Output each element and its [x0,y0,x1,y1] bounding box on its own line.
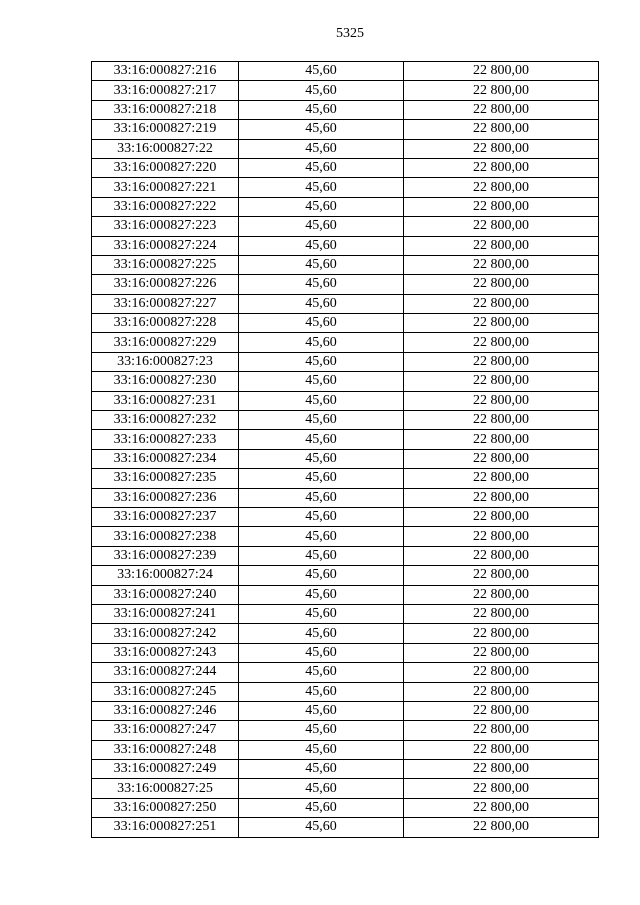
value-cell: 22 800,00 [404,255,599,274]
value-cell: 22 800,00 [404,158,599,177]
table-row [92,507,599,526]
table-row [92,372,599,391]
table-row [92,62,599,81]
value-cell: 22 800,00 [404,236,599,255]
cadastral-number-cell: 33:16:000827:219 [92,120,239,139]
table-row [92,585,599,604]
table-row [92,643,599,662]
value-cell: 22 800,00 [404,546,599,565]
cadastral-number-cell: 33:16:000827:239 [92,546,239,565]
value-cell: 22 800,00 [404,507,599,526]
cadastral-number-cell: 33:16:000827:244 [92,663,239,682]
cadastral-number-cell: 33:16:000827:245 [92,682,239,701]
cadastral-number-cell: 33:16:000827:227 [92,294,239,313]
area-cell: 45,60 [239,740,404,759]
cadastral-number-cell: 33:16:000827:236 [92,488,239,507]
table-row [92,314,599,333]
cadastral-number-cell: 33:16:000827:248 [92,740,239,759]
cadastral-number-cell: 33:16:000827:229 [92,333,239,352]
table-row [92,682,599,701]
area-cell: 45,60 [239,217,404,236]
cadastral-number-cell: 33:16:000827:251 [92,818,239,837]
area-cell: 45,60 [239,721,404,740]
table-row [92,721,599,740]
value-cell: 22 800,00 [404,430,599,449]
cadastral-table [91,61,599,838]
area-cell: 45,60 [239,701,404,720]
value-cell: 22 800,00 [404,779,599,798]
value-cell: 22 800,00 [404,604,599,623]
area-cell: 45,60 [239,527,404,546]
table-row [92,818,599,837]
cadastral-number-cell: 33:16:000827:250 [92,798,239,817]
area-cell: 45,60 [239,158,404,177]
table-row [92,663,599,682]
table-row [92,139,599,158]
value-cell: 22 800,00 [404,469,599,488]
value-cell: 22 800,00 [404,740,599,759]
area-cell: 45,60 [239,100,404,119]
value-cell: 22 800,00 [404,275,599,294]
value-cell: 22 800,00 [404,391,599,410]
value-cell: 22 800,00 [404,314,599,333]
area-cell: 45,60 [239,663,404,682]
value-cell: 22 800,00 [404,81,599,100]
table-row [92,740,599,759]
value-cell: 22 800,00 [404,372,599,391]
value-cell: 22 800,00 [404,488,599,507]
cadastral-number-cell: 33:16:000827:223 [92,217,239,236]
cadastral-number-cell: 33:16:000827:222 [92,197,239,216]
value-cell: 22 800,00 [404,197,599,216]
area-cell: 45,60 [239,314,404,333]
area-cell: 45,60 [239,294,404,313]
cadastral-number-cell: 33:16:000827:224 [92,236,239,255]
table-row [92,760,599,779]
area-cell: 45,60 [239,197,404,216]
value-cell: 22 800,00 [404,449,599,468]
area-cell: 45,60 [239,546,404,565]
value-cell: 22 800,00 [404,624,599,643]
cadastral-number-cell: 33:16:000827:242 [92,624,239,643]
table-row [92,100,599,119]
cadastral-number-cell: 33:16:000827:235 [92,469,239,488]
area-cell: 45,60 [239,469,404,488]
table-row [92,449,599,468]
value-cell: 22 800,00 [404,760,599,779]
value-cell: 22 800,00 [404,139,599,158]
area-cell: 45,60 [239,391,404,410]
table-row [92,197,599,216]
area-cell: 45,60 [239,255,404,274]
area-cell: 45,60 [239,139,404,158]
area-cell: 45,60 [239,275,404,294]
table-row [92,566,599,585]
cadastral-number-cell: 33:16:000827:249 [92,760,239,779]
table-row [92,701,599,720]
table-row [92,624,599,643]
area-cell: 45,60 [239,682,404,701]
table-row [92,81,599,100]
area-cell: 45,60 [239,120,404,139]
cadastral-number-cell: 33:16:000827:233 [92,430,239,449]
cadastral-number-cell: 33:16:000827:234 [92,449,239,468]
area-cell: 45,60 [239,585,404,604]
table-row [92,333,599,352]
table-row [92,255,599,274]
value-cell: 22 800,00 [404,585,599,604]
value-cell: 22 800,00 [404,352,599,371]
cadastral-number-cell: 33:16:000827:22 [92,139,239,158]
area-cell: 45,60 [239,333,404,352]
value-cell: 22 800,00 [404,178,599,197]
value-cell: 22 800,00 [404,100,599,119]
table-row [92,120,599,139]
value-cell: 22 800,00 [404,682,599,701]
value-cell: 22 800,00 [404,411,599,430]
cadastral-number-cell: 33:16:000827:23 [92,352,239,371]
area-cell: 45,60 [239,488,404,507]
table-row [92,236,599,255]
area-cell: 45,60 [239,178,404,197]
cadastral-number-cell: 33:16:000827:230 [92,372,239,391]
value-cell: 22 800,00 [404,663,599,682]
cadastral-number-cell: 33:16:000827:243 [92,643,239,662]
cadastral-number-cell: 33:16:000827:218 [92,100,239,119]
area-cell: 45,60 [239,643,404,662]
table-row [92,178,599,197]
value-cell: 22 800,00 [404,120,599,139]
area-cell: 45,60 [239,760,404,779]
table-row [92,546,599,565]
table-row [92,469,599,488]
cadastral-number-cell: 33:16:000827:225 [92,255,239,274]
page-number: 5325 [336,26,364,41]
value-cell: 22 800,00 [404,701,599,720]
area-cell: 45,60 [239,604,404,623]
cadastral-number-cell: 33:16:000827:231 [92,391,239,410]
value-cell: 22 800,00 [404,818,599,837]
cadastral-number-cell: 33:16:000827:24 [92,566,239,585]
value-cell: 22 800,00 [404,798,599,817]
area-cell: 45,60 [239,624,404,643]
table-row [92,217,599,236]
table-row [92,779,599,798]
area-cell: 45,60 [239,818,404,837]
area-cell: 45,60 [239,430,404,449]
area-cell: 45,60 [239,449,404,468]
area-cell: 45,60 [239,411,404,430]
cadastral-number-cell: 33:16:000827:217 [92,81,239,100]
value-cell: 22 800,00 [404,62,599,81]
table-row [92,352,599,371]
table-row [92,527,599,546]
area-cell: 45,60 [239,798,404,817]
table-row [92,275,599,294]
cadastral-number-cell: 33:16:000827:237 [92,507,239,526]
area-cell: 45,60 [239,81,404,100]
table-row [92,411,599,430]
cadastral-number-cell: 33:16:000827:216 [92,62,239,81]
table-row [92,430,599,449]
area-cell: 45,60 [239,507,404,526]
cadastral-number-cell: 33:16:000827:220 [92,158,239,177]
area-cell: 45,60 [239,62,404,81]
table-row [92,798,599,817]
table-row [92,391,599,410]
cadastral-number-cell: 33:16:000827:238 [92,527,239,546]
cadastral-number-cell: 33:16:000827:232 [92,411,239,430]
value-cell: 22 800,00 [404,566,599,585]
table-row [92,294,599,313]
value-cell: 22 800,00 [404,294,599,313]
cadastral-number-cell: 33:16:000827:247 [92,721,239,740]
cadastral-number-cell: 33:16:000827:240 [92,585,239,604]
area-cell: 45,60 [239,779,404,798]
value-cell: 22 800,00 [404,217,599,236]
value-cell: 22 800,00 [404,643,599,662]
table-row [92,488,599,507]
cadastral-number-cell: 33:16:000827:228 [92,314,239,333]
value-cell: 22 800,00 [404,527,599,546]
cadastral-number-cell: 33:16:000827:226 [92,275,239,294]
table-row [92,158,599,177]
area-cell: 45,60 [239,372,404,391]
area-cell: 45,60 [239,566,404,585]
cadastral-number-cell: 33:16:000827:25 [92,779,239,798]
value-cell: 22 800,00 [404,721,599,740]
table-row [92,604,599,623]
cadastral-number-cell: 33:16:000827:241 [92,604,239,623]
area-cell: 45,60 [239,236,404,255]
cadastral-number-cell: 33:16:000827:246 [92,701,239,720]
area-cell: 45,60 [239,352,404,371]
cadastral-number-cell: 33:16:000827:221 [92,178,239,197]
value-cell: 22 800,00 [404,333,599,352]
table-body [92,62,599,838]
